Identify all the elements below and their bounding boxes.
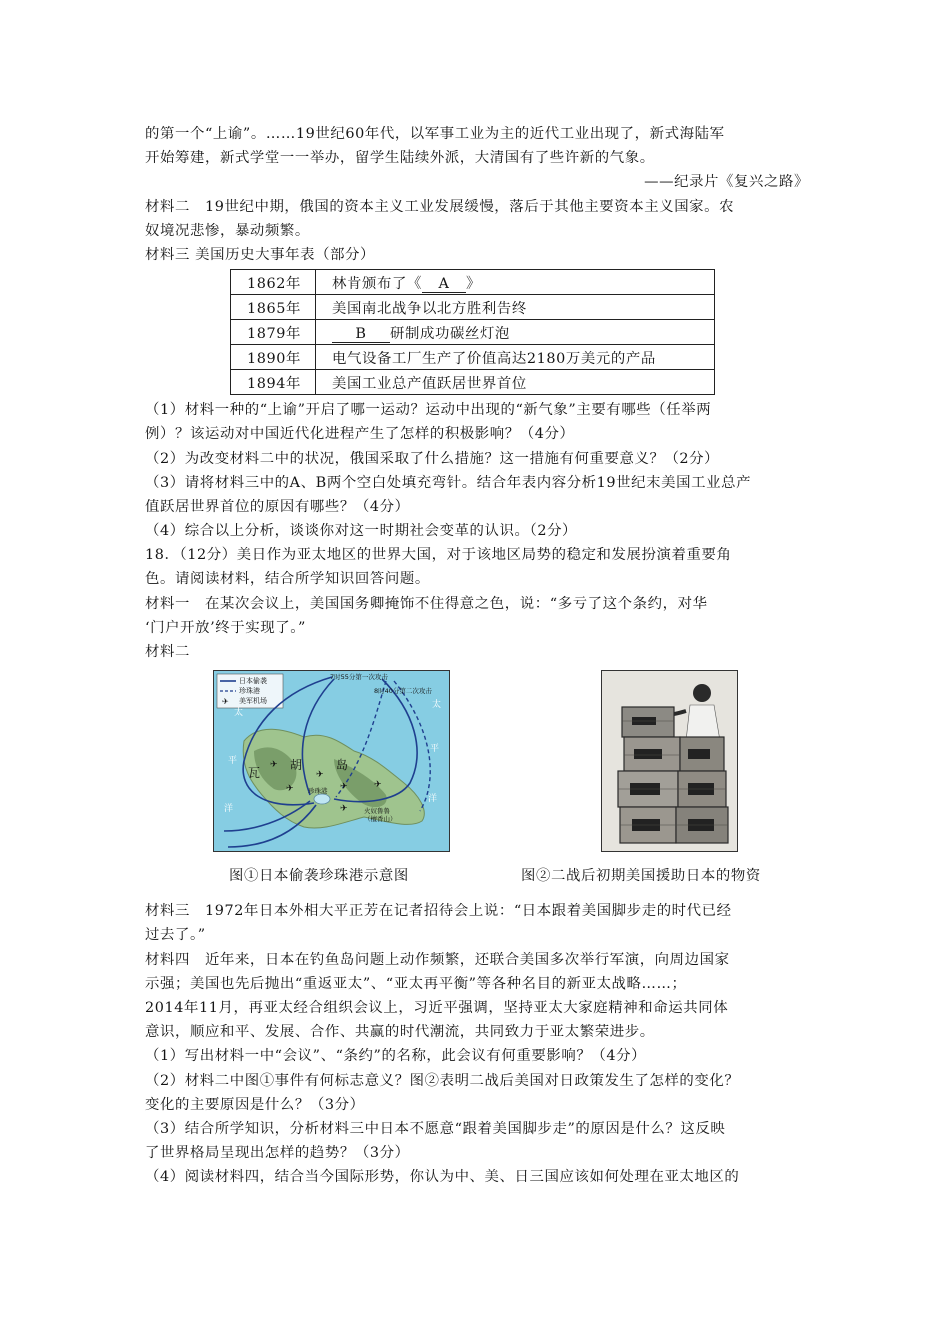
table-row: [231, 270, 715, 295]
svg-text:美军机场: 美军机场: [239, 697, 267, 706]
text-line: 材料四 近年来，日本在钓鱼岛问题上动作频繁，还联合美国多次举行军演，向周边国家: [145, 951, 730, 968]
question-line: （2）材料二中图①事件有何标志意义？图②表明二战后美国对日政策发生了怎样的变化？: [145, 1072, 740, 1089]
table-row: [231, 345, 715, 370]
text-line: 的第一个“上谕”。……19世纪60年代，以军事工业为主的近代工业出现了，新式海陆军: [145, 126, 725, 142]
svg-text:7时55分第一次攻击: 7时55分第一次攻击: [330, 673, 388, 682]
event-cell: 林肯颁布了《 A 》: [316, 270, 715, 295]
event-cell: 电气设备工厂生产了价值高达2180万美元的产品: [316, 345, 715, 370]
question-line: 变化的主要原因是什么？（3分）: [145, 1096, 365, 1113]
svg-text:洋: 洋: [224, 804, 234, 815]
svg-text:✈: ✈: [340, 782, 348, 793]
question-line: 例）？该运动对中国近代化进程产生了怎样的积极影响？（4分）: [145, 426, 575, 443]
question-line: 材料二: [145, 644, 190, 660]
material2-line: 材料二 19世纪中期，俄国的资本主义工业发展缓慢，落后于其他主要资本主义国家。农: [145, 198, 735, 215]
material2-line: 奴境况悲惨，暴动频繁。: [145, 222, 310, 239]
svg-text:✈: ✈: [286, 784, 294, 795]
question-line: （3）请将材料三中的A、B两个空白处填充弯针。结合年表内容分析19世纪末美国工业总产: [145, 474, 752, 491]
text-line: 示强；美国也先后抛出“重返亚太”、“亚太再平衡”等各种名目的新亚太战略……；: [145, 975, 687, 992]
svg-text:平: 平: [228, 756, 238, 767]
year-cell: 1865年: [231, 295, 316, 320]
figure2-caption: 图②二战后初期美国援助日本的物资: [521, 868, 761, 885]
event-cell: 美国南北战争以北方胜利告终: [316, 295, 715, 320]
blank-b: B: [332, 326, 390, 343]
text-line: 材料三 1972年日本外相大平正芳在记者招待会上说：“日本跟着美国脚步走的时代已经: [145, 903, 732, 920]
svg-text:8时40分第二次攻击: 8时40分第二次攻击: [374, 687, 432, 696]
aid-supplies-photo: [601, 670, 738, 852]
svg-text:（檀香山）: （檀香山）: [364, 815, 397, 824]
event-cell: B 研制成功碳丝灯泡: [316, 320, 715, 345]
question-line: 材料一 在某次会议上，美国国务卿掩饰不住得意之色，说：“多亏了这个条约，对华: [145, 595, 708, 612]
figure1-caption: 图①日本偷袭珍珠港示意图: [229, 868, 409, 885]
text-line: 2014年11月，再亚太经合组织会议上，习近平强调，坚持亚太大家庭精神和命运共同体: [145, 999, 729, 1016]
question-line: ‘门户开放’终于实现了。”: [145, 619, 307, 636]
svg-text:日本偷袭: 日本偷袭: [239, 677, 267, 686]
svg-text:太: 太: [432, 700, 442, 711]
svg-text:✈: ✈: [340, 804, 348, 815]
svg-text:珍珠港: 珍珠港: [239, 687, 260, 696]
question-line: （4）综合以上分析，谈谈你对这一时期社会变革的认识。（2分）: [145, 523, 578, 540]
question-line: 色。请阅读材料，结合所学知识回答问题。: [145, 571, 430, 588]
svg-text:珍珠港: 珍珠港: [308, 787, 328, 796]
year-cell: 1879年: [231, 320, 316, 345]
svg-text:洋: 洋: [428, 794, 438, 805]
exam-page: [145, 122, 815, 1189]
year-cell: 1890年: [231, 345, 316, 370]
year-cell: 1862年: [231, 270, 316, 295]
table-row: [231, 370, 715, 395]
text-line: 过去了。”: [145, 927, 206, 944]
question-line: 了世界格局呈现出怎样的趋势？（3分）: [145, 1145, 410, 1162]
year-cell: 1894年: [231, 370, 316, 395]
source-citation: ——纪录片《复兴之路》: [644, 174, 809, 191]
event-cell: 美国工业总产值跃居世界首位: [316, 370, 715, 395]
question-line: （3）结合所学知识，分析材料三中日本不愿意“跟着美国脚步走”的原因是什么？这反映: [145, 1120, 726, 1137]
svg-text:火奴鲁鲁: 火奴鲁鲁: [364, 807, 390, 816]
text-line: 开始筹建，新式学堂一一举办，留学生陆续外派，大清国有了些许新的气象。: [145, 150, 655, 167]
question-line: （2）为改变材料二中的状况，俄国采取了什么措施？这一措施有何重要意义？（2分）: [145, 450, 720, 467]
svg-text:✈: ✈: [222, 697, 229, 707]
svg-text:太: 太: [234, 708, 244, 719]
svg-text:✈: ✈: [316, 770, 324, 781]
events-table: [230, 269, 715, 395]
table-row: [231, 295, 715, 320]
question-line: 18．（12分）美日作为亚太地区的世界大国，对于该地区局势的稳定和发展扮演着重要角: [145, 547, 732, 564]
question-line: （4）阅读材料四，结合当今国际形势，你认为中、美、日三国应该如何处理在亚太地区的: [145, 1169, 740, 1186]
svg-text:瓦: 瓦: [248, 766, 261, 781]
question-line: （1）材料一种的“上谕”开启了哪一运动？运动中出现的“新气象”主要有哪些（任举两: [145, 402, 712, 419]
blank-a: A: [422, 276, 466, 293]
svg-text:岛: 岛: [336, 758, 349, 773]
text-line: 意识，顺应和平、发展、合作、共赢的时代潮流，共同致力于亚太繁荣进步。: [145, 1024, 655, 1041]
pearl-harbor-map: [213, 670, 450, 852]
question-line: 值跃居世界首位的原因有哪些？（4分）: [145, 498, 410, 515]
material3-title: 材料三 美国历史大事年表（部分）: [145, 246, 376, 263]
svg-text:胡: 胡: [290, 758, 303, 773]
svg-text:✈: ✈: [374, 780, 382, 791]
question-line: （1）写出材料一中“会议”、“条约”的名称，此会议有何重要影响？（4分）: [145, 1048, 647, 1065]
table-row: [231, 320, 715, 345]
figures-row: [145, 664, 815, 899]
svg-text:平: 平: [430, 744, 440, 755]
svg-text:✈: ✈: [270, 760, 278, 771]
